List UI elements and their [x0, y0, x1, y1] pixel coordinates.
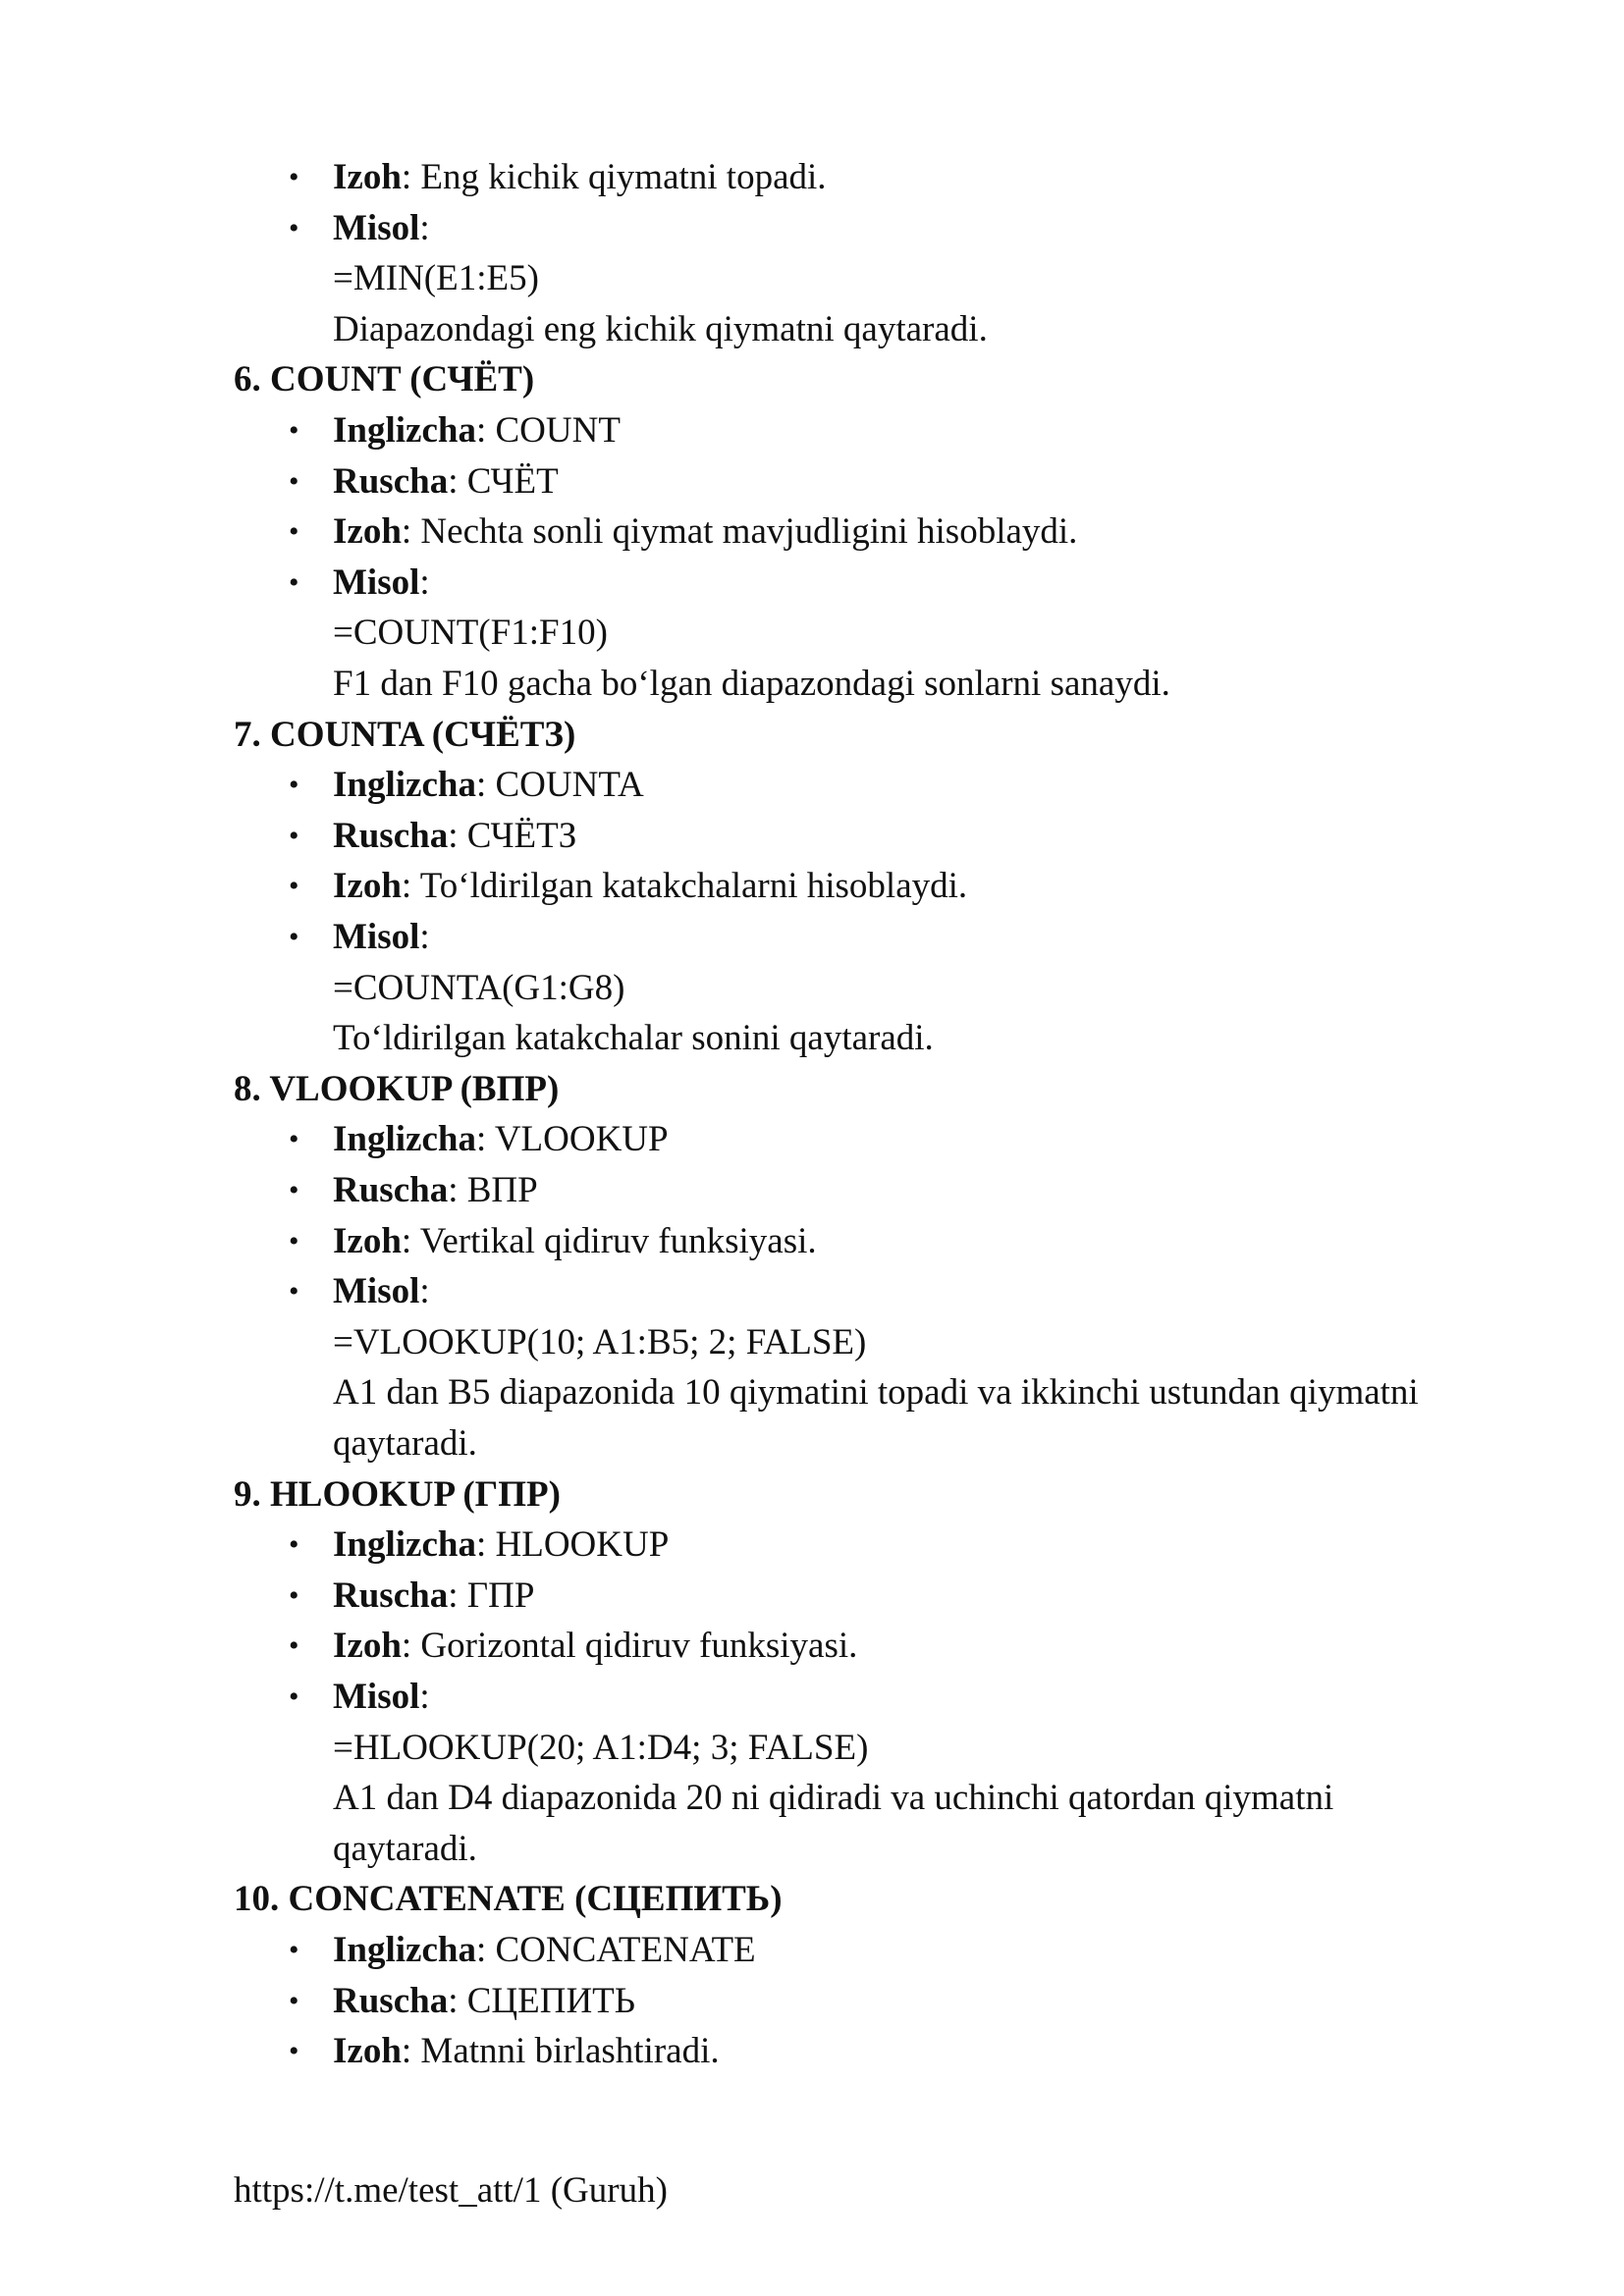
list-item [289, 1114, 669, 1165]
list-item [289, 203, 430, 254]
bullet-icon: • [289, 515, 299, 549]
bullet-icon: • [289, 870, 299, 903]
section-heading: 10. CONCATENATE (СЦЕПИТЬ) [234, 1879, 783, 1920]
bullet-icon: • [289, 565, 299, 599]
list-item [289, 1976, 636, 2027]
item-label: Inglizcha [333, 1524, 476, 1566]
bullet-icon: • [289, 1681, 299, 1713]
item-label: Izoh [333, 866, 402, 907]
list-item [289, 1571, 535, 1622]
item-text: : COUNT [475, 410, 621, 451]
bullet-icon: • [289, 921, 299, 953]
bullet-icon: • [289, 2035, 299, 2068]
list-item [289, 1672, 430, 1723]
item-label: Izoh [333, 2031, 402, 2072]
item-text: : СЧЁТЗ [448, 815, 577, 856]
item-text: : Gorizontal qidiruv funksiyasi. [401, 1626, 858, 1667]
list-item [289, 760, 644, 811]
section-heading: 7. COUNTA (СЧЁТЗ) [234, 714, 576, 755]
section-heading: 9. HLOOKUP (ГПР) [234, 1473, 561, 1515]
item-detail-text: =COUNTA(G1:G8) [333, 967, 625, 1008]
bullet-icon: • [289, 1984, 299, 2017]
item-detail-text: A1 dan D4 diapazonida 20 ni qidiradi va uchinchi qatordan qiymatni [333, 1778, 1334, 1819]
item-text: : CONCATENATE [475, 1930, 756, 1970]
item-detail-text: Diapazondagi eng kichik qiymatni qaytaradi. [333, 308, 988, 349]
item-text: : СЦЕПИТЬ [448, 1980, 636, 2021]
item-text: : [419, 1677, 430, 1717]
list-item [289, 1621, 858, 1672]
item-text: : HLOOKUP [475, 1524, 670, 1566]
item-label: Misol [333, 917, 420, 957]
list-item [289, 912, 430, 963]
item-detail-text: =HLOOKUP(20; A1:D4; 3; FALSE) [333, 1727, 869, 1768]
item-label: Izoh [333, 1220, 402, 1261]
list-item [289, 1266, 430, 1317]
footer-link[interactable]: https://t.me/test_att/1 (Guruh) [234, 2170, 668, 2211]
item-detail-text: =COUNT(F1:F10) [333, 613, 608, 654]
item-text: : COUNTA [475, 765, 644, 806]
item-label: Inglizcha [333, 1930, 476, 1970]
bullet-icon: • [289, 1934, 299, 1966]
item-text: : Vertikal qidiruv funksiyasi. [401, 1220, 817, 1261]
item-label: Ruscha [333, 1575, 449, 1616]
item-label: Ruscha [333, 815, 449, 856]
item-label: Inglizcha [333, 765, 476, 806]
list-item [289, 861, 968, 912]
bullet-icon: • [289, 1629, 299, 1663]
item-detail-text: qaytaradi. [333, 1423, 477, 1464]
bullet-icon: • [289, 211, 299, 244]
bullet-icon: • [289, 1174, 299, 1206]
bullet-icon: • [289, 1578, 299, 1612]
bullet-icon: • [289, 769, 299, 802]
item-text: : To‘ldirilgan katakchalarni hisoblaydi. [401, 866, 968, 907]
bullet-icon: • [289, 414, 299, 447]
item-label: Ruscha [333, 460, 449, 502]
item-text: : СЧЁТ [448, 460, 559, 502]
list-item [289, 558, 430, 609]
bullet-icon: • [289, 1275, 299, 1308]
list-item [289, 456, 559, 507]
item-label: Inglizcha [333, 410, 476, 451]
item-detail-text: F1 dan F10 gacha bo‘lgan diapazondagi sonlarni sanaydi. [333, 664, 1170, 704]
item-detail-text: =MIN(E1:E5) [333, 258, 539, 299]
bullet-icon: • [289, 464, 299, 498]
item-label: Inglizcha [333, 1119, 476, 1160]
item-text: : [419, 917, 430, 957]
list-item [289, 152, 827, 203]
item-label: Misol [333, 207, 420, 248]
bullet-icon: • [289, 1123, 299, 1156]
list-item [289, 507, 1078, 558]
item-label: Izoh [333, 157, 402, 197]
item-detail-text: A1 dan B5 diapazonida 10 qiymatini topadi va ikkinchi ustundan qiymatni [333, 1372, 1419, 1414]
item-label: Misol [333, 1271, 420, 1312]
item-detail-text: To‘ldirilgan katakchalar sonini qaytaradi. [333, 1018, 934, 1059]
bullet-icon: • [289, 1528, 299, 1562]
item-text: : VLOOKUP [475, 1119, 669, 1160]
item-text: : [419, 561, 430, 603]
list-item [289, 1520, 670, 1571]
list-item [289, 1925, 756, 1976]
bullet-icon: • [289, 161, 299, 193]
item-text: : Eng kichik qiymatni topadi. [401, 157, 827, 197]
list-item [289, 1165, 538, 1216]
item-text: : ВПР [448, 1170, 538, 1210]
item-label: Ruscha [333, 1980, 449, 2021]
list-item [289, 1216, 817, 1267]
item-label: Misol [333, 1677, 420, 1717]
item-text: : Matnni birlashtiradi. [401, 2031, 720, 2072]
item-detail-text: =VLOOKUP(10; A1:B5; 2; FALSE) [333, 1321, 867, 1362]
item-text: : [419, 207, 430, 248]
bullet-icon: • [289, 1224, 299, 1257]
item-text: : ГПР [448, 1575, 535, 1616]
item-text: : [419, 1271, 430, 1312]
list-item [289, 405, 621, 456]
list-item [289, 811, 577, 862]
item-label: Izoh [333, 1626, 402, 1667]
section-heading: 8. VLOOKUP (ВПР) [234, 1068, 560, 1109]
list-item [289, 2026, 720, 2077]
item-label: Misol [333, 561, 420, 603]
item-detail-text: qaytaradi. [333, 1828, 477, 1869]
item-label: Izoh [333, 511, 402, 553]
item-label: Ruscha [333, 1170, 449, 1210]
item-text: : Nechta sonli qiymat mavjudligini hisoblaydi. [401, 511, 1078, 553]
section-heading: 6. COUNT (СЧЁТ) [234, 359, 535, 400]
bullet-icon: • [289, 819, 299, 852]
